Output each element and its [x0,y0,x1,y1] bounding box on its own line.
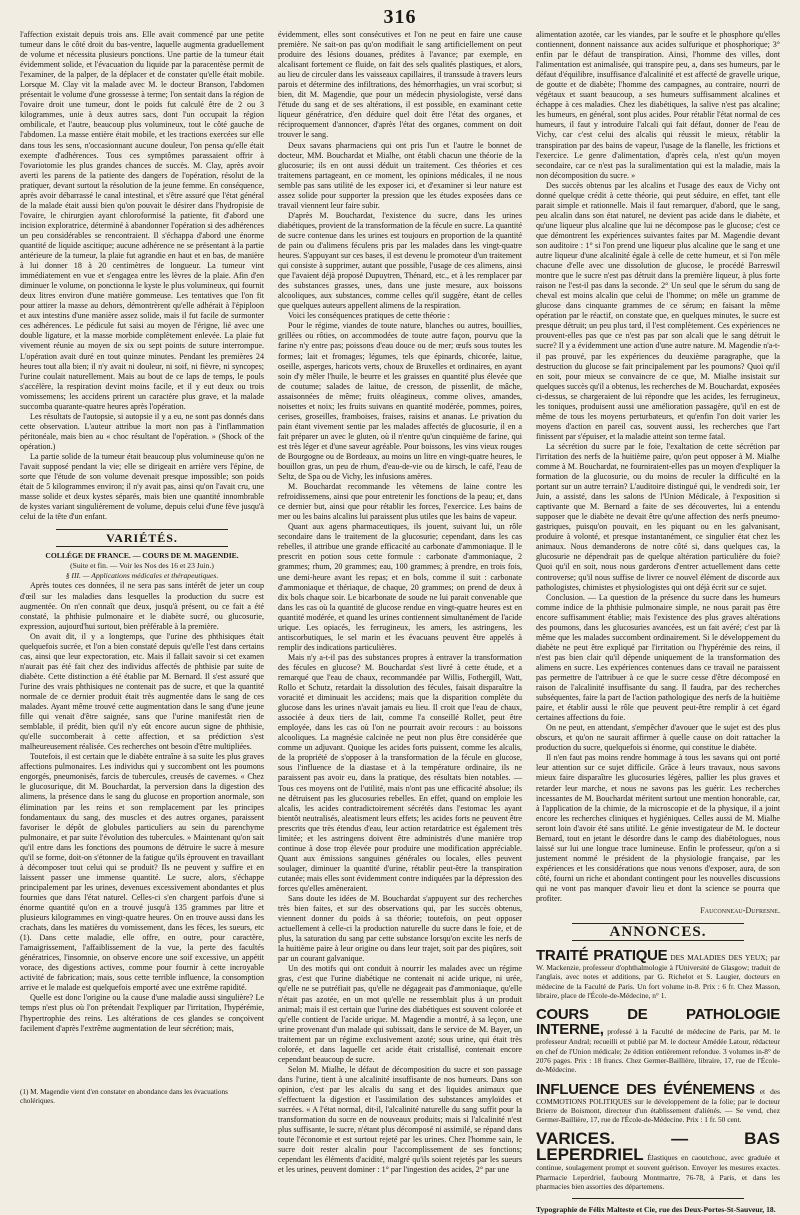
section-divider [572,940,744,941]
section-divider [56,529,228,530]
article-paragraph: Selon M. Mialhe, le défaut de décomposition du sucre et son passage dans l'urine, tient à une alcalinité insuffisante de nos humeurs. Dans son opinion, c'est par les alcalis du sang et des liquides animaux que s'effectuent la digestion et l'assimilation des substances amyloïdes et sucrées. « A l'état normal, dit-il, l'alcalinité naturelle du sang suffit pour la transformation du sucre en de nouveaux produits; mais si l'alcalinité n'est plus suffisante, le sucre, n'étant plus décomposé ni assimilé, se répand dans toute l'économie et est surtout rejeté par les urines. Chez l'homme sain, le sucre doit rester alcalin pour l'accomplissement de ses fonctions; cependant les éléments d'acidité, malgré qu'ils soient rejetés par les sueurs et les urines, peuvent dominer : 1° par l'ingestion des acides, 2° par une [278,1064,522,1175]
article-paragraph: La partie solide de la tumeur était beaucoup plus volumineuse qu'on ne l'avait supposé pendant la vie; elle se dirigeait en arrière vers l'épine, de sorte que l'étude de son volume devenait presque impossible; son poids était de 5 kilogrammes environ; il n'y avait pas, ainsi qu'on l'avait cru, une masse solide et deux kystes séparés, mais bien une quantité innombrable de kystes variant singulièrement de volume, depuis celui d'une fève jusqu'à celui de la tête d'un enfant. [20,451,264,522]
ad-headline: TRAITÉ PRATIQUE [536,947,668,965]
course-title: COLLÉGE DE FRANCE. — COURS DE M. MAGENDIE. [45,551,239,561]
article-paragraph: alimentation azotée, car les viandes, par le soufre et le phosphore qu'elles contiennent, donnent naissance aux acides sulfurique et phosphorique; 3° enfin par le défaut de transpiration. Ainsi, l'homme des villes, dont l'alimentation est animalisée, qui transpire peu, a, dans ses humeurs, par le défaut d'équilibre, insuffisance d'alcalinité et est affecté de gravelle urique, de goutte et de diabète; l'homme des campagnes, au contraire, nourri de végétaux et suant beaucoup, a ses humeurs suffisamment alcalines et échappe à ces maladies. Chez les diabétiques, la salive n'est pas alcaline; les humeurs, en général, sont plus acides. Pour rétablir l'état normal de ces humeurs, il faut y introduire l'alcali qui fait défaut, donner de l'eau de Vichy, car c'est celui des alcalis qui réussit le mieux, rétablir la transpiration par des bains de vapeur, l'usage de la flanelle, les frictions et l'exercice. Le genre d'alimentation, d'après cela, n'est qu'un moyen secondaire, car ce n'est pas la suralimentation qui est la maladie, mais la non décomposition du sucre. » [536,30,780,180]
author-signature: Fauconneau-Dufresne. [700,906,780,916]
article-paragraph: l'affection existait depuis trois ans. Elle avait commencé par une petite tumeur dans le côté droit du bas-ventre, laquelle augmenta graduellement de volume et nécessita plusieurs ponctions. Une partie de la tumeur était évidemment solide, et l'évacuation du liquide par la paracentèse permit de l'examiner, de la palper, de la déplacer et de constater qu'elle était mobile. Lorsque M. Clay vit la malade avec M. le docteur Branson, l'abdomen présentait le volume d'une grossesse à terme; l'on sentait dans la région de l'ovaire droit une tumeur, dont le poids fut calculé être de 2 ou 3 kilogrammes, unie à deux autres sacs, dont l'un occupait la région ombilicale, et l'autre, beaucoup plus volumineux, tout le côté gauche de l'abdomen. La masse entière était mobile, et les tractions exercées sur elle dans tous les sens, n'occasionnant aucune douleur, l'on pensa qu'elle était exempte d'adhérences. Tous ces symptômes parassaient offrir à l'ovariotomie les plus grandes chances de succès. M. Clay, après avoir averti les parens de la patiente des dangers de l'opération, résolut de la pratiquer, devant surtout la résolution de la jeune femme. En conséquence, après avoir débarrassé le canal intestinal, et s'être assuré que l'état général de la malade était aussi bien qu'on pouvait le désirer dans l'hydropisie de l'ovaire, le chirurgien ayant chloroformisé la patiente, fit d'abord une incision exploratrice, déterminé à abandonner l'opération si des adhérences un peu considérables se rencontraient. Il s'échappa d'abord une énorme quantité de liquide ascitique; aucune adhérence ne se présentant à la partie antérieure de la tumeur, la plaie fut agrandie en haut et en bas, de manière à lui donner 18 à 20 centimètres de longueur. La tumeur vint immédiatement en vue et s'engagea entre les lèvres de la plaie. Afin d'en diminuer le volume, on ponctionna le kyste le plus volumineux, qui fournit deux litres environ d'une matière gommeuse. Les tentatives que l'on fit pour attirer la masse au dehors, démontrèrent qu'elle adhérait à l'épiploon et aux intestins d'une manière assez solide, mais il fut facile de surmonter ces adhérences. Le pédicule fut saisi au moyen de l'érigne, lié avec une double ligature, et la masse morbide complètement enlevée. La plaie fut vivement réunie au moyen de six ou sept points de suture interrompue. L'opération avait duré en tout quinze minutes. Pendant les premières 24 heures tout alla bien; il n'y avait ni douleur, ni soif, ni fièvre, ni syncopes; l'urine coulait naturellement. Mais au bout de ce laps de temps, le pouls s'accélère, la respiration devint moins facile, et il y eut deux ou trois vomissemens; les accidens prirent un caractère plus grave, et la malade succomba quarante-quatre heures après l'opération. [20,30,264,411]
article-paragraph: Quant aux agens pharmaceutiques, ils jouent, suivant lui, un rôle secondaire dans le traitement de la glucosurie; cependant, dans les cas rebelles, il attribue une grande efficacité au carbonate d'ammoniaque. Il le prescrit en potion sous cette formule : carbonate d'ammoniaque, 2 grammes; rhum, 20 grammes; eau, 100 grammes; à prendre, en trois fois, une demi-heure avant les repas; et en bols, comme il suit : carbonate d'ammoniaque et thériaque, de chaque, 20 grammes; on prend de deux à dix bols chaque soir. Le bicarbonate de soude ne lui parait convenable que dans les cas où la quantité de glucose rendue en vingt-quatre heures est en quantité modérée, et quand les urines contiennent simultanément de l'acide urique. Les opiacés, les ferrugineux, les amers, les astringens, les antiscorbutiques, le sel marin et les évacuans peuvent être appelés à remplir des indications particulières. [278,522,522,652]
course-subtitle: (Suite et fin. — Voir les Nos des 16 et 23 Juin.) [70,561,214,571]
column-1 [20,30,264,1092]
advertisement [536,1131,780,1191]
article-paragraph: Pour le régime, viandes de toute nature, blanches ou autres, bouillies, grillées ou rôties, on accommodées de toute autre façon, pourvu que la farine n'y entre pas; poissons d'eau douce ou de mer; œufs sous toutes les formes; lait et fromages; légumes, tels que épinards, chicorée, laitue, oseille, asperges, haricots verts, choux de Bruxelles et ordinaires, en ayant soin d'y mêler l'huile, le beurre et les graisses en quantité plus élevée que de coutume; salades de laitue, de cresson, de pissenlit, de mâche, assaisonnées de même; fruits oléagineux, comme olives, amandes, noisettes et noix; les fruits suivans en quantité modérée, pommes, poires, cerises, groseilles, framboises, fraises, raisins et ananas. Le privation du pain étant vivement sentie par les malades affectés de glucosurie, il en a fait préparer un avec le gluten, où il n'entre qu'un cinquième de farine, qui est très léger et d'une saveur agréable. Pour boissons, les vins vieux rouges de Bourgogne ou de Bordeaux, au moins un litre en vingt-quatre heures, le bouillon gras, un peu de rhum, d'eau-de-vie ou de kirsch, le café, l'eau de Seltz, de Spa ou de Vichy, les infusions amères. [278,321,522,482]
article-paragraph: Voici les conséquences pratiques de cette théorie : [288,311,450,321]
article-paragraph: Un des motifs qui ont conduit à nourrir les malades avec un régime gras, c'est que l'urine diabétique ne contenait ni acide urique, ni urée, qu'elle ne se putréfiait pas, qu'elle ne dégageait pas d'ammoniaque, qu'elle n'était pas azotée, en un mot qu'elle ne ressemblait plus à un produit animal; mais il est certain que l'urine des diabétiques est souvent colorée et qu'elle contient de l'acide urique. M. Magendie a montré, à sa leçon, une urine provenant d'un malade qui subissait, dans le service de M. Bayer, un traitement par un régime exclusivement azoté; sous urine, qui était très colorée, et dans laquelle cet acide était cristallisé, contenait encore cependant beaucoup de sucre. [278,964,522,1064]
ad-headline: COURS DE PATHOLOGIE INTERNE, [536,1006,780,1039]
article-paragraph: Il n'en faut pas moins rendre hommage à tous les savans qui ont porté leur attention sur ce sujet difficile. Grâce à leurs travaux, nous savons mieux faire disparaître les glucosuries légères, pallier les plus graves et retarder leur marche, et nous ne savons pas les guérir. Les recherches incessantes de M. Bouchardat méritent surtout une mention honorable, car, à l'application de la chimie, de la microscopie et de la physique, il a joint encore les recherches cliniques et hygiéniques. Celles aussi de M. Mialhe seront loin d'avoir été sans utilité. Le génie investigateur de M. le docteur Bernard, tout en jetant le désordre dans le camp des diabétologues, nous laissé sur lui une longue trace lumineuse. Enfin le professeur, qu'on a si justement nommé le président de la physiologie française, par les expériences et les considérations que nous venons d'exposer, aura, de son côté, fourni un riche et abondant contingent pour les nouvelles discussions qui ne vont pas manquer d'avoir lieu et dont la science se pourra que profiter. [536,753,780,904]
article-paragraph: Mais n'y a-t-il pas des substances propres à entraver la transformation des fécules en glucose? M. Bouchardat s'est livré à cette étude, et a remarqué que l'eau de chaux, recommandée par Willis, Fothergill, Watt, Rollo et Schutz, retardait la dissolution des fécules, faisait disparaître la voracité et diminuait les accidens; mais que la disparition complète du glucose dans les urines n'avait jamais eu lieu. Il croit que l'eau de chaux, associée à deux tiers de lait, comme l'a conseillé Rollet, peut être employée, dans les cas où l'on ne pourrait avoir recours : au boissons alcooliques. La magnésie calcinée ne peut non plus être considérée que comme un adjuvant. Quoique les acides forts puissent, comme les alcalis, de la propriété de s'opposer à la transformation de la fécule en glucose, sous l'influence de la diastase et à la température ordinaire, ils ne paraissent pas avoir eu, dans la pratique, des résultats bien notables. — Tous ces moyens ont de l'utilité, mais n'ont pas une efficacité absolue; ils ne détruisent pas les glucosuries rebelles. En effet, quand on emploie les alcalis, les acides contradictoirement sécrétés dans l'estomac les ayant bientôt neutralisés, aleatisment leurs effets; les acides forts ne peuvent être prescrits que très étendus d'eau, leur action retardatrice est également très limitée; et les astringens doivent être administrés d'une manière trop continue à dose trop élevée pour produire une modification appréciable. Quant aux émissions sanguines générales ou locales, elles peuvent soulager, diminuer la quantité d'urine, rétablir peut-être la transpiration cutanée; mais elles sont évidemment contre indiquées par la dépression des forces qu'elles amèneraient. [278,652,522,893]
article-paragraph: Les résultats de l'autopsie, si autopsie il y a eu, ne sont pas donnés dans cette observation. L'auteur attribue la mort non pas à l'inflammation péritonéale, mais bien au « choc résultant de l'opération. » (Shock of the opération.) [20,411,264,451]
article-paragraph: On avait dit, il y a longtemps, que l'urine des phthisiques était quelquefois sucrée, et l'on a bien constaté depuis qu'elle l'est dans certains cas, ainsi que leur expectoration, etc. Mais il fallait savoir si cet examen n'aurait pas été fait chez des individus affectés de phthisie par suite de diabète. Cette distinction a été établie par M. Bernard. Il s'est assuré que l'urine des vrais phthisiques ne contenait pas de sucre, et que la quantité normale de ce dernier produit était très augmentée dans le sang de ces malades. Ayant même trouvé cette augmentation dans le sang d'une jeune fille qui venait d'être saignée, sans que l'urine manifestât rien de semblable, il prédit, bien qu'il n'y eût encore aucun signe de phthisie, qu'elle succomberait à cette affection, et sa prédiction s'est malheureusement réalisée. Ces recherches ont besoin d'être multipliées. [20,631,264,752]
printer-imprint: Typographie de Félix Malteste et Cie, rue des Deux-Portes-St-Sauveur, 18. [536,1205,776,1215]
article-paragraph: Deux savans pharmaciens qui ont pris l'un et l'autre le bonnet de docteur, MM. Bouchardat et Mialhe, ont établi chacun une théorie de la glucosurie; ils en ont aussi déduit un traitement. Ces théories et ces traitemens partageant, en ce moment, les opinions médicales, il ne nous semble pas sans utilité de les exposer ici, et d'examiner si leur nature est assez solide pour supporter la pression que les études exposées dans ce travail viennent leur faire subir. [278,140,522,210]
ad-headline: INFLUENCE DES ÉVÉNEMENS [536,1080,755,1098]
article-paragraph: Quelle est donc l'origine ou la cause d'une maladie aussi singulière? Le temps n'est plus où l'on prétendait l'expliquer par l'irritation, l'hypérémie, l'hypertrophie des reins. Les altérations de ces glandes se conçoivent facilement d'après l'extrême augmentation de leur sécrétion; mais, [20,993,264,1033]
course-part-heading: § III. — Applications médicales et thérapeutiques. [65,571,219,581]
column-3 [536,30,780,1215]
article-paragraph: D'après M. Bouchardat, l'existence du sucre, dans les urines diabétiques, provient de la transformation de la fécule en sucre. La quantité de sucre contenue dans les urines est toujours en proportion de la quantité de pain ou d'alimens féculens pris par les malades dans les vingt-quatre heures. S'appuyant sur ces bases, il est devenu le promoteur d'un traitement qui consiste à supprimer, autant que possible, l'usage de ces alimens, ainsi que l'avaient déjà proposé Dupuytren, Thénard, etc., et à les remplacer par des substances grasses, unes, dans une juste mesure, aux boissons alcooliques, aux substances, comme celles qu'il suggère, étant de celles que quelques auteurs appellent alimens de la respiration. [278,210,522,311]
ad-text: DES MALADIES DES YEUX; par W. Mackenzie, professeur d'ophthalmologie à l'Université de Glasgow; traduit de l'anglais, avec notes et additions, par G. Richelot et S. Laugier, docteurs en médecine de la Faculté de Paris. Un fort volume in-8. Prix : 6 fr. Chez Masson, libraire, place de l'École-de-Médecine, n° 1. [536,953,780,1001]
column-2 [278,30,522,1175]
article-paragraph: M. Bouchardat recommande les vêtemens de laine contre les refroidissemens, ainsi que pour entretenir les fonctions de la peau; et, dans ce dernier but, ainsi que pour rétablir les forces, l'exercice. Les bains de mer ou les bains alcalins lui paraissent plus utiles que les bains de vapeur. [278,482,522,522]
ad-text: Élastiques en caoutchouc, avec graduée et continue, soulagement prompt et souvent guérison. Envoyer les mesures exactes. Pharmacie Leperdriel, faubourg Montmartre, 76-78, à Paris, et dans les pharmacies bien assorties des départemens. [536,1153,780,1192]
article-paragraph: évidemment, elles sont consécutives et l'on ne peut en faire une cause première. Ne sait-on pas qu'on modifiait le sang artificiellement on peut produire des lésions douanes, prédites à l'avance; par exemple, en alcalisant fortement ce fluide, on fait des sels qualités plastiques, et alors, au lieu de circuler dans les vaisseaux capillaires, il transsude à travers leurs parois et détermine des infiltrations, des hémorrhagies, un vrai scorbut; si bien, dit M. Magendie, que pour un médecin physiologiste, versé dans l'étude du sang et de ses altérations, il est possible, en examinant cette liqueur génératrice, d'en déduire quel doit être l'état des organes, et réciproquement d'annoncer, d'après l'état des organes, comment on doit trouver le sang. [278,30,522,140]
annonces-title: ANNONCES. [609,924,707,941]
article-paragraph: Des succès obtenus par les alcalins et l'usage des eaux de Vichy ont donné quelque crédit à cette théorie, qui peut séduire, en effet, tant elle parait simple et rationnelle. Mais il faut remarquer, d'abord, que le sang, peu alcalin dans son état naturel, ne devient pas acide dans le diabète, et qu'une liqueur plus alcaline que lui ne décompose pas le glucose; c'est ce que démontrent les expériences suivantes faites par M. Magendie devant son auditoire : 1° si l'on prend une liqueur plus alcaline que le sang et une autre liqueur d'une alcalinité égale à celle de cette humeur, et si l'on mêle chacune d'elle avec une dissolution de glucose, le procédé Barreswil montre que le sucre n'est pas détruit dans la première liqueur, à plus forte raison ne l'est-il pas dans la seconde. 2° Un seul que le sérum du sang de cheval est moins alcalin que celui de l'homme; on mêle un gramme de glucose dans cinquante grammes de ce sérum; en faisant la même opération par le réactif, on constate que, en quelques minutes, le sucre est presque détruit; un peu plus tard, il l'est complètement. Ces expériences ne prouvent-elles pas que ce n'est pas par son alcali que le sang détruit le sucre? Il y a évidemment une action d'une autre nature. M. Magendie n'a-t-il pas prouvé, par les expériences du deuxième paragraphe, que la destruction du glucose se fait principalement par les poumons? Quoi qu'il en soit, pour mieux se convaincre de ce que, M. Mialhe insistait sur quelques succès qu'il a obtenus, les recherches de M. Bouchardat, exposées ci-dessus, se chargeraient de lui répondre que les acides, les ferrugineux, les toniques, produisent aussi une amélioration passagère, qu'il en est de même de tous les moyens perturbateurs, et qu'enfin l'on doit varier les moyens d'action en pareil cas, souvent aussi, les recherches que l'art finissent par s'épuiser, et la maladie atteint son terme fatal. [536,180,780,441]
ad-text: et des COMMOTIONS POLITIQUES sur le développement de la folie; par le docteur Brierre de Boismont, directeur d'un établissement d'aliénés. — Se vend, chez Germer-Baillière, 17, rue de l'École-de-Médecine. Prix : 1 fr. 50 cent. [536,1086,780,1125]
article-paragraph: Sans doute les idées de M. Bouchardat s'appuyent sur des recherches très bien faites, et sur des observations qui, par les succès obtenus, viennent donner du poids à sa théorie; toutefois, on peut opposer actuellement à celle-ci la production naturelle du sucre dans le foie, et de plus, la saturation du sang par cette substance lorsqu'on excite les nerfs de la huitième paire à leur origine ou dans leur trajet, soit par des piqûres, soit par un courant galvanique. [278,894,522,964]
ad-headline: VARICES. — BAS LEPERDRIEL [536,1129,780,1165]
page-number: 316 [383,6,417,28]
article-paragraph: On ne peut, en attendant, s'empêcher d'avouer que le sujet est des plus obscurs, et qu'on ne saurait affirmer à quelle cause on doit rattacher la production du sucre, quelquefois si énorme, qui constitue le diabète. [536,723,780,753]
advertisement [536,1007,780,1074]
article-paragraph: Conclusion. — La question de la présence du sucre dans les humeurs comme indice de la phthisie pulmonaire simple, ne nous parait pas être encore suffisamment établie; mais l'existence des plus graves altérations des poumons, dans les glucosuries avancées, est un fait avéré; c'est par là même que les malades succombent ordinairement. Si le développement du diabète ne peut être expliqué par l'irritation ou l'hypérémie des reins, il n'est pas bien clair qu'il dépende uniquement de la transformation des alimens en sucre. Les expériences contenues dans ce travail ne paraissent pas permettre de l'attribuer à ce que le sucre cesse d'être décomposé en raison de l'alcalinité insuffisante du sang. Il faudra, par des recherches subséquentes, faire la part de l'action pathologique des nerfs de la huitième paire, et établir aussi le rôle que peuvent peut-être remplir à cet égard certaines affections du foie. [536,592,780,723]
section-title-varietes: VARIÉTÉS. [106,531,178,546]
section-divider [56,546,228,547]
advertisement [536,948,780,1000]
article-paragraph: La sécrétion du sucre par le foie, l'exaltation de cette sécrétion par l'irritation des nerfs de la huitième paire, qu'on peut opposer à M. Mialhe comme à M. Bouchardat, ne fourniraient-elles pas un moyen d'expliquer la formation de la glucosurie, ou du moins de reculer la difficulté en la portant sur un autre terrain? L'auditoire distingué qui, le vendredi soir, 1er Juin, a assisté, dans les salons de l'Union Médicale, à l'exposition si captivante que M. Bernard a faite de ses découvertes, lui a entendu supposer que le diabète ne devait être qu'une affection des nerfs pneumo-gastriques, puisqu'on pouvait, en les piquant ou en les galvanisant, produire à volonté, et presque instantanément, ce singulier état chez les animaux. Nous demanderons de notre côté si, dans quelques cas, la glucosurie ne dépendrait pas de quelque altération particulière du foie? Quoi qu'il en soit, nous nous garderons d'entrer actuellement dans cette controverse; qu'il nous suffise de livrer ce nouvel élément de discorde aux pathologistes, chimistes et physiologistes qui ont déjà écrit sur ce sujet. [536,441,780,592]
section-divider [572,1198,744,1199]
article-paragraph: Après toutes ces données, il ne sera pas sans intérêt de jeter un coup d'œil sur les maladies dans lesquelles la production du sucre est augmentée. On n'en connaît que deux, jusqu'à présent, ou ce fait a été constaté, la phthisie pulmonaire et le diabète sucré, ou glucosurie, expression, aujourd'hui surtout, bien préférable à la première. [20,581,264,631]
footnote: (1) M. Magendie vient d'en constater en abondance dans les évacuations cholériques. [20,1088,228,1105]
article-paragraph: Toutefois, il est certain que le diabète entraîne à sa suite les plus graves affections pulmonaires. Les individus qui y succombent ont les poumons engorgés, pneumonisés, farcis de tubercules, creusés de cavernes. « Chez le glucosurique, dit M. Bouchardat, la perversion dans la digestion des alimens, la présence dans le sang du glucose en proportion anormale, son élimination par les reins et son remplacement par les principes fondamentaux du sang, des muscles et des autres organes, paraissent favoriser le dépôt de globules particuliers au sein du parenchyme pulmonaire, et par suite l'évolution des tubercules. » Maintenant qu'on sait qu'il entre dans les fonctions des poumons de détruire le sucre à mesure qu'il se forme, doit-on s'étonner de la fatigue qu'ils éprouvent en travaillant à décomposer tout celui qui se produit? Ils ne peuvent y suffire et en laissent passer une immense quantité. Le sucre, alors, s'échappe principalement par les urines, devenues excessivement abondantes et plus fournies que dans l'état naturel. Celles-ci s'en chargent parfois d'une si énorme quantité qu'on en a trouvé jusqu'à 135 grammes par litre et plusieurs kilogrammes en vingt-quatre heures. On en trouve aussi dans les crachats, dans les matières du vomissement, dans les fèces, les sueurs, etc (1). Dans cette maladie, elle offre, en outre, pour caractère, l'amaigrissement, l'affaiblissement de la vue, la perte des facultés génératrices, l'insomnie, on observe encore une soif excessive, un appétit vorace, des digestions actives, comme pour fournir à cette incroyable activité de fabrication; mais, sous cette terrible influence, la consomption arrive et le malade est quelquefois emporté avec une extrême rapidité. [20,752,264,993]
advertisement [536,1082,780,1125]
ad-text: professé à la Faculté de médecine de Paris, par M. le professeur Andral; recueilli et publié par M. le docteur Amédée Latour, rédacteur en chef de l'Union médicale; 2e édition entièrement refondue. 3 volumes in-8° de 2076 pages. Prix : 18 francs. Chez Germer-Baillière, libraire, 17, rue de l'École-de-Médecine. [536,1027,780,1075]
